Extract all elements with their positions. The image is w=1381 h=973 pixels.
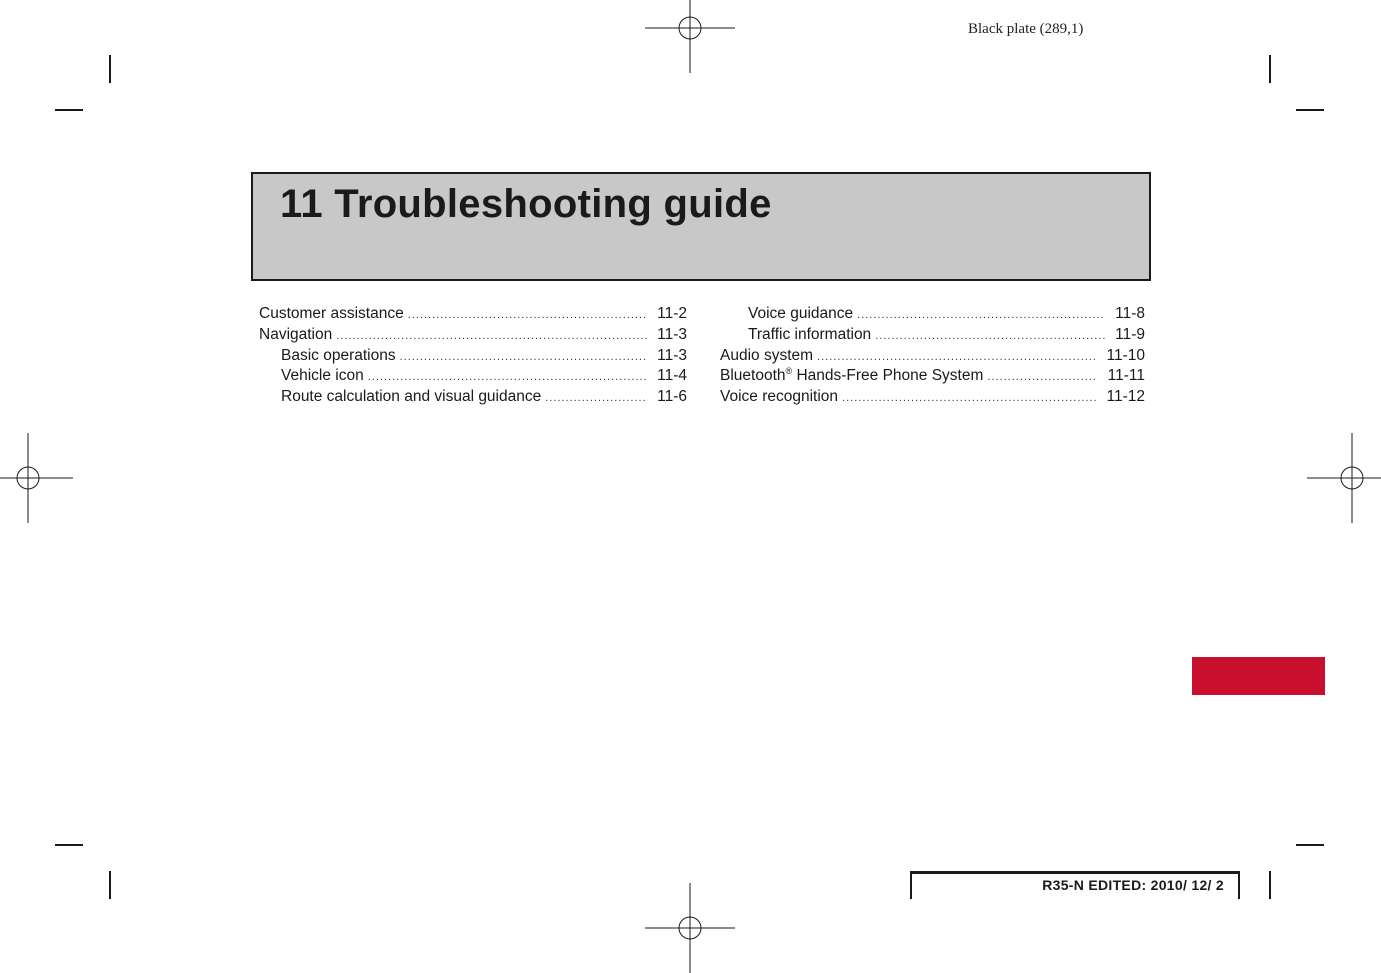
toc-entry[interactable] bbox=[259, 388, 687, 409]
chapter-tab-marker bbox=[1192, 657, 1325, 695]
toc-entry-label: Voice recognition bbox=[720, 388, 839, 406]
toc-right-column bbox=[720, 305, 1145, 409]
registration-mark-bottom-icon bbox=[645, 883, 735, 973]
footer-box bbox=[910, 871, 1240, 899]
toc-entry-label-rest: Hands-Free Phone System bbox=[792, 367, 984, 385]
toc-entry-page: 11-10 bbox=[1106, 346, 1145, 364]
toc-leader-dots bbox=[408, 309, 647, 321]
crop-mark-bottom-right-horizontal bbox=[1296, 844, 1324, 846]
toc-entry[interactable] bbox=[259, 326, 687, 347]
toc-entry-label: Voice guidance bbox=[748, 305, 854, 322]
toc-entry[interactable] bbox=[720, 388, 1145, 409]
registration-mark-top-icon bbox=[645, 0, 735, 73]
crop-mark-bottom-right-vertical bbox=[1269, 871, 1271, 899]
footer-edition: R35-N EDITED: 2010/ 12/ 2 bbox=[1042, 877, 1224, 893]
toc-leader-dots bbox=[817, 351, 1096, 363]
toc-leader-dots bbox=[857, 309, 1105, 321]
toc-entry[interactable] bbox=[259, 305, 687, 326]
toc-left-column bbox=[259, 305, 687, 409]
toc-leader-dots bbox=[400, 351, 648, 363]
toc-entry-label: Basic operations bbox=[281, 346, 396, 364]
toc-entry-label: Route calculation and visual guidance bbox=[281, 388, 542, 406]
toc-leader-dots bbox=[842, 392, 1096, 404]
registered-mark: ® bbox=[785, 366, 793, 377]
toc-entry[interactable] bbox=[720, 347, 1145, 368]
plate-label: Black plate (289,1) bbox=[968, 21, 1084, 37]
registration-mark-left-icon bbox=[0, 433, 73, 523]
toc-leader-dots bbox=[987, 371, 1097, 383]
crop-mark-bottom-left-vertical bbox=[109, 871, 111, 899]
toc-entry-label: Navigation bbox=[259, 325, 333, 343]
toc-entry-label: Traffic information bbox=[748, 325, 872, 343]
crop-mark-bottom-left-horizontal bbox=[55, 844, 83, 846]
toc-entry-page: 11-9 bbox=[1115, 325, 1145, 343]
toc-leader-dots bbox=[875, 330, 1105, 342]
toc-entry-label: Audio system bbox=[720, 346, 814, 364]
toc-leader-dots bbox=[545, 392, 647, 404]
toc-entry-label: Vehicle icon bbox=[281, 367, 364, 385]
crop-mark-top-right-vertical bbox=[1269, 55, 1271, 83]
toc-entry-label: Customer assistance bbox=[259, 305, 404, 322]
toc-entry[interactable] bbox=[259, 367, 687, 388]
toc-entry-page: 11-3 bbox=[657, 346, 687, 364]
chapter-title: 11 Troubleshooting guide bbox=[280, 182, 772, 226]
toc-entry-page: 11-3 bbox=[657, 325, 687, 343]
chapter-title-box bbox=[251, 172, 1151, 281]
crop-mark-top-right-horizontal bbox=[1296, 109, 1324, 111]
registration-mark-right-icon bbox=[1307, 433, 1381, 523]
toc-entry-page: 11-4 bbox=[657, 367, 687, 385]
toc-entry[interactable] bbox=[259, 347, 687, 368]
toc-leader-dots bbox=[368, 371, 647, 383]
toc-entry-page: 11-6 bbox=[657, 388, 687, 406]
toc-entry-page: 11-12 bbox=[1106, 388, 1145, 406]
toc-entry[interactable] bbox=[720, 367, 1145, 388]
toc-entry-label bbox=[720, 367, 983, 385]
toc-entry-page: 11-8 bbox=[1115, 305, 1145, 322]
crop-mark-top-left-vertical bbox=[109, 55, 111, 83]
toc-entry-page: 11-2 bbox=[657, 305, 687, 322]
crop-mark-top-left-horizontal bbox=[55, 109, 83, 111]
toc-entry-page: 11-11 bbox=[1107, 367, 1145, 385]
toc-entry[interactable] bbox=[720, 326, 1145, 347]
toc-leader-dots bbox=[336, 330, 647, 342]
toc-entry-label-main: Bluetooth bbox=[720, 367, 786, 385]
toc-entry[interactable] bbox=[720, 305, 1145, 326]
